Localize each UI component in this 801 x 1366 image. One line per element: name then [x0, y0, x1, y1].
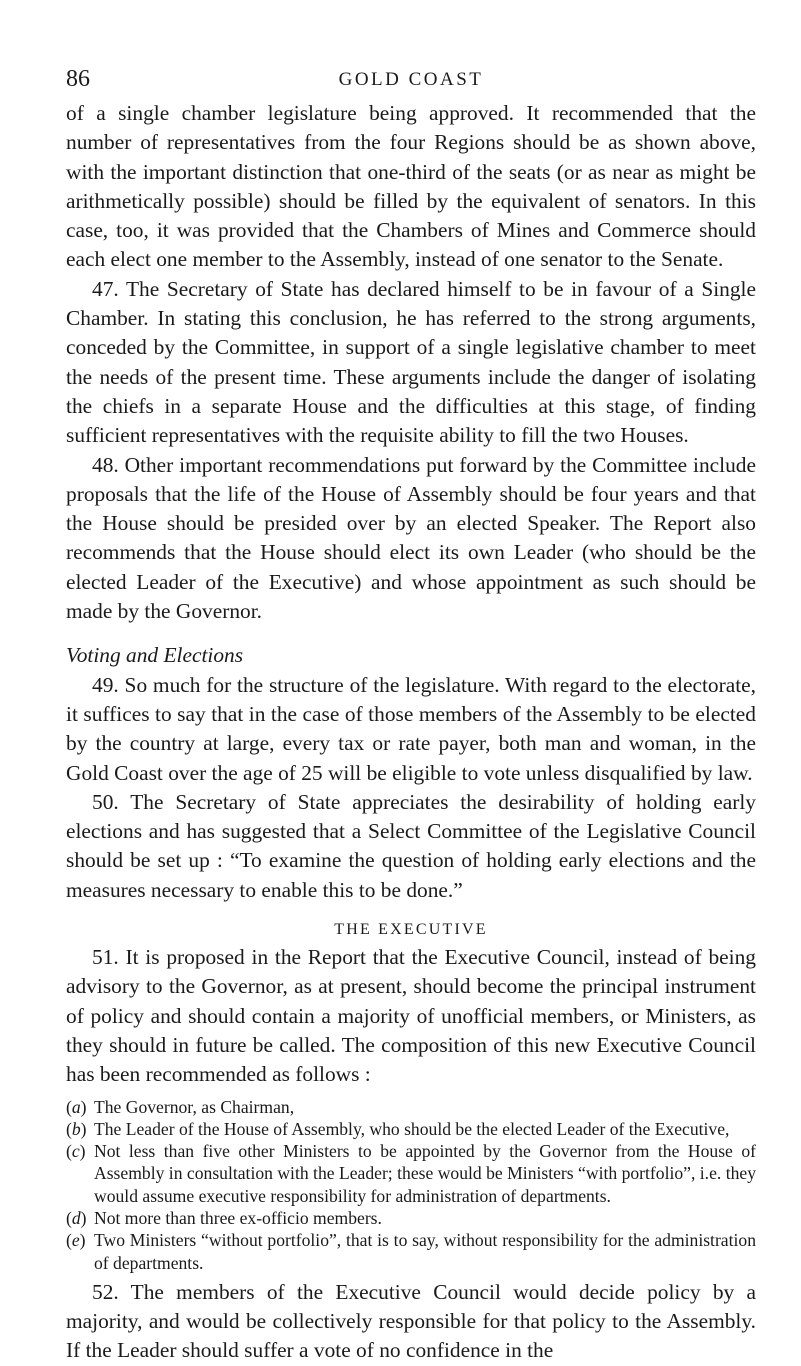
list-item-marker: (d)	[66, 1207, 87, 1228]
paragraph-51: 51. It is proposed in the Report that the Executive Council, instead of being advisory to the Governor, as at present, should become the principal instrument of policy and should contain a majority of unofficial members, or Ministers, as they should in future be called. The composition of this new Executive Council has been recommended as follows :	[66, 945, 756, 1087]
list-item-marker: (e)	[66, 1230, 86, 1251]
list-item-text: Not less than five other Ministers to be appointed by the Governor from the House of Assembly in consultation with the Leader; these would be Ministers “with portfolio”, i.e. they would assume executive responsibility for administration of departments.	[94, 1141, 756, 1206]
paragraph-49: 49. So much for the structure of the legislature. With regard to the electorate, it suffices to say that in the case of those members of the Assembly to be elected by the country at large, every tax or rate payer, both man and woman, in the Gold Coast over the age of 25 will be eligible to vote unless disqualified by law.	[66, 672, 756, 785]
list-item-text: The Governor, as Chairman,	[94, 1096, 295, 1117]
page-number: 86	[66, 66, 90, 92]
list-item	[66, 1096, 756, 1118]
list-item	[66, 1229, 756, 1274]
list-item-marker: (a)	[66, 1096, 87, 1117]
paragraph-48: 48. Other important recommendations put forward by the Committee include proposals that the life of the House of Assembly should be four years and that the House should be presided over by an elected Speaker. The Report also recommends that the House should elect its own Leader (who should be the elected Leader of the Executive) and whose appointment as such should be made by the Governor.	[66, 452, 756, 624]
list-item-text: The Leader of the House of Assembly, who should be the elected Leader of the Executive,	[94, 1118, 730, 1139]
paragraph-47: 47. The Secretary of State has declared himself to be in favour of a Single Chamber. In stating this conclusion, he has referred to the strong arguments, conceded by the Committee, in support of a single legislative chamber to meet the needs of the present time. These arguments include the danger of isolating the chiefs in a separate House and the difficulties at this stage, of finding sufficient representatives with the requisite ability to fill the two Houses.	[66, 276, 756, 448]
list-item-text: Not more than three ex-officio members.	[94, 1207, 382, 1228]
paragraph-50: 50. The Secretary of State appreciates the desirability of holding early elections and has suggested that a Select Committee of the Legislative Council should be set up : “To examine the question of holding early elections and the measures necessary to enable this to be done.”	[66, 789, 756, 902]
list-item-text: Two Ministers “without portfolio”, that is to say, without responsibility for the administration of departments.	[94, 1230, 756, 1273]
page-header	[66, 66, 756, 96]
subheading-voting-elections: Voting and Elections	[66, 643, 244, 668]
running-title: GOLD COAST	[338, 69, 484, 90]
body-text	[66, 99, 756, 1366]
list-item	[66, 1207, 756, 1229]
list-item	[66, 1140, 756, 1207]
list-item-marker: (b)	[66, 1118, 87, 1139]
paragraph-52: 52. The members of the Executive Council would decide policy by a majority, and would be collectively responsible for that policy to the Assembly. If the Leader should suffer a vote of no confidence in the	[66, 1279, 756, 1363]
composition-list	[66, 1096, 756, 1274]
list-item	[66, 1118, 756, 1140]
section-heading-executive: THE EXECUTIVE	[334, 921, 488, 939]
paragraph-intro: of a single chamber legislature being approved. It recommended that the number of representatives from the four Regions should be as shown above, with the important distinction that one-third of the seats (or as near as might be arithmetically possible) should be filled by the equivalent of senators. In this case, too, it was provided that the Chambers of Mines and Commerce should each elect one member to the Assembly, instead of one senator to the Senate.	[66, 101, 756, 272]
list-item-marker: (c)	[66, 1141, 86, 1162]
